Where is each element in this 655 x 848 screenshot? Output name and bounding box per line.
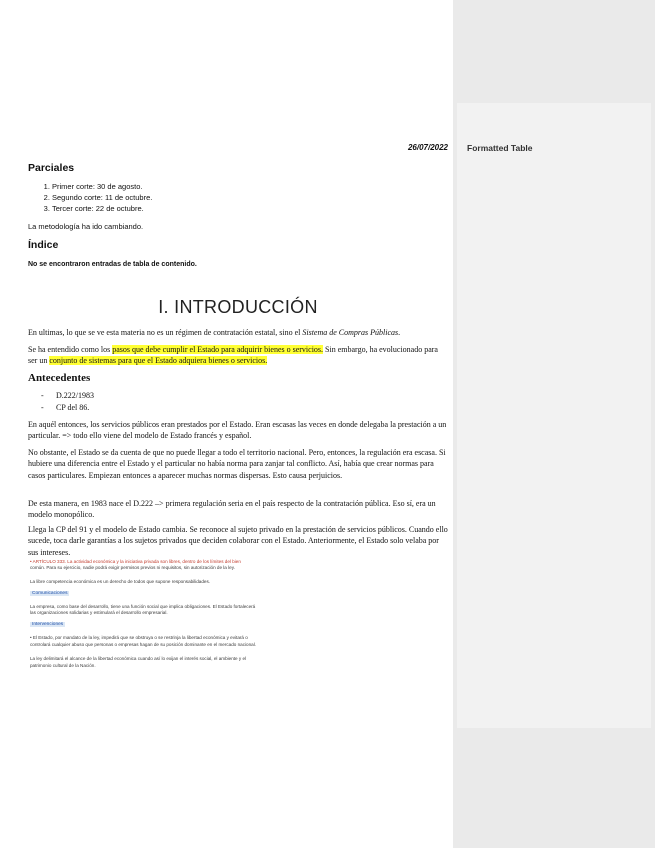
list-item: 2. Segundo corte: 11 de octubre.	[52, 192, 152, 203]
comment-label: Formatted Table	[467, 143, 533, 153]
embedded-line: controlará cualquier abuso que personas o empresas hagan de su posición dominante en el mercado nacional.	[30, 642, 257, 647]
list-item: - D.222/1983	[56, 390, 94, 402]
highlight-text: conjunto de sistemas para que el Estado adquiera bienes o servicios.	[49, 356, 268, 366]
heading-indice: Índice	[28, 239, 59, 251]
paragraph-6: Llega la CP del 91 y el modelo de Estado cambia. Se reconoce al sujeto privado en la prestación de servicios públicos. Cuando ello sucede, toca darle garantías a los sujetos privados que deciden colaborar con el Estado. Anteriormente, el Estado solo velaba por sus intereses.	[28, 525, 448, 557]
document-date: 26/07/2022	[407, 143, 448, 152]
embedded-line: • ARTÍCULO 333. La actividad económica y la iniciativa privada son libres, dentro de los límites del bien	[30, 559, 241, 564]
list-item: 1. Primer corte: 30 de agosto.	[52, 181, 152, 192]
embedded-line: La empresa, como base del desarrollo, tiene una función social que implica obligaciones. El Estado fortalecerá	[30, 604, 256, 609]
parciales-list	[28, 181, 152, 215]
embedded-line: las organizaciones solidarias y estimulará el desarrollo empresarial.	[30, 610, 168, 615]
title-introduccion: I. INTRODUCCIÓN	[158, 297, 318, 317]
comments-sidebar	[453, 0, 655, 848]
format-comment-balloon[interactable]	[457, 103, 651, 728]
embedded-tag: Comunicaciones	[32, 591, 68, 596]
embedded-line: común. Para su ejercicio, nadie podrá exigir permisos previos ni requisitos, sin autorización de la ley.	[30, 565, 235, 570]
heading-parciales: Parciales	[28, 162, 75, 174]
paragraph-1: En ultimas, lo que se ve esta materia no es un régimen de contratación estatal, sino el Sistema de Compras Públicas.	[28, 328, 401, 337]
embedded-line: La libre competencia económica es un derecho de todos que supone responsabilidades.	[30, 579, 211, 584]
paragraph-2: Se ha entendido como los pasos que debe cumplir el Estado para adquirir bienes o servicios. Sin embargo, ha evolucionado para ser un conjunto de sistemas para que el Estado adquiera bienes o servicios.	[28, 345, 438, 366]
embedded-line: patrimonio cultural de la Nación.	[30, 663, 96, 668]
paragraph-5: De esta manera, en 1983 nace el D.222 –> primera regulación seria en el país respecto de la contratación pública. Eso sí, era un modelo monopólico.	[28, 499, 436, 520]
embedded-line: • El Estado, por mandato de la ley, impedirá que se obstruya o se restrinja la libertad económica y evitará o	[30, 635, 248, 640]
paragraph-3: En aquél entonces, los servicios públicos eran prestados por el Estado. Eran escasas las veces en donde delegaba la prestación a un particular. => todo ello viene del modelo de Estado francés y español.	[28, 420, 447, 441]
embedded-tag: Intervenciones	[32, 622, 64, 627]
heading-antecedentes: Antecedentes	[28, 372, 91, 384]
list-item: - CP del 86.	[56, 402, 94, 414]
list-item: 3. Tercer corte: 22 de octubre.	[52, 203, 152, 214]
highlight-text: pasos que debe cumplir el Estado para adquirir bienes o servicios.	[112, 345, 324, 354]
embedded-image-constitution-excerpt	[30, 558, 312, 680]
metodologia-note: La metodología ha ido cambiando.	[28, 222, 144, 231]
toc-empty-message: No se encontraron entradas de tabla de contenido.	[28, 261, 197, 268]
paragraph-4: No obstante, el Estado se da cuenta de que no puede llegar a todo el territorio nacional. Pero, entonces, la regulación era escasa. Si hubiere una diferencia entre el Estado y el particular no había norma para zanjar tal conflicto. Así, había que crear normas para casos particulares. Empiezan entonces a aparecer muchas normas dispersas. Esto causa perjuicios.	[28, 448, 446, 480]
antecedentes-list	[28, 390, 94, 414]
embedded-line: La ley delimitará el alcance de la libertad económica cuando así lo exijan el interés social, el ambiente y el	[30, 656, 247, 661]
